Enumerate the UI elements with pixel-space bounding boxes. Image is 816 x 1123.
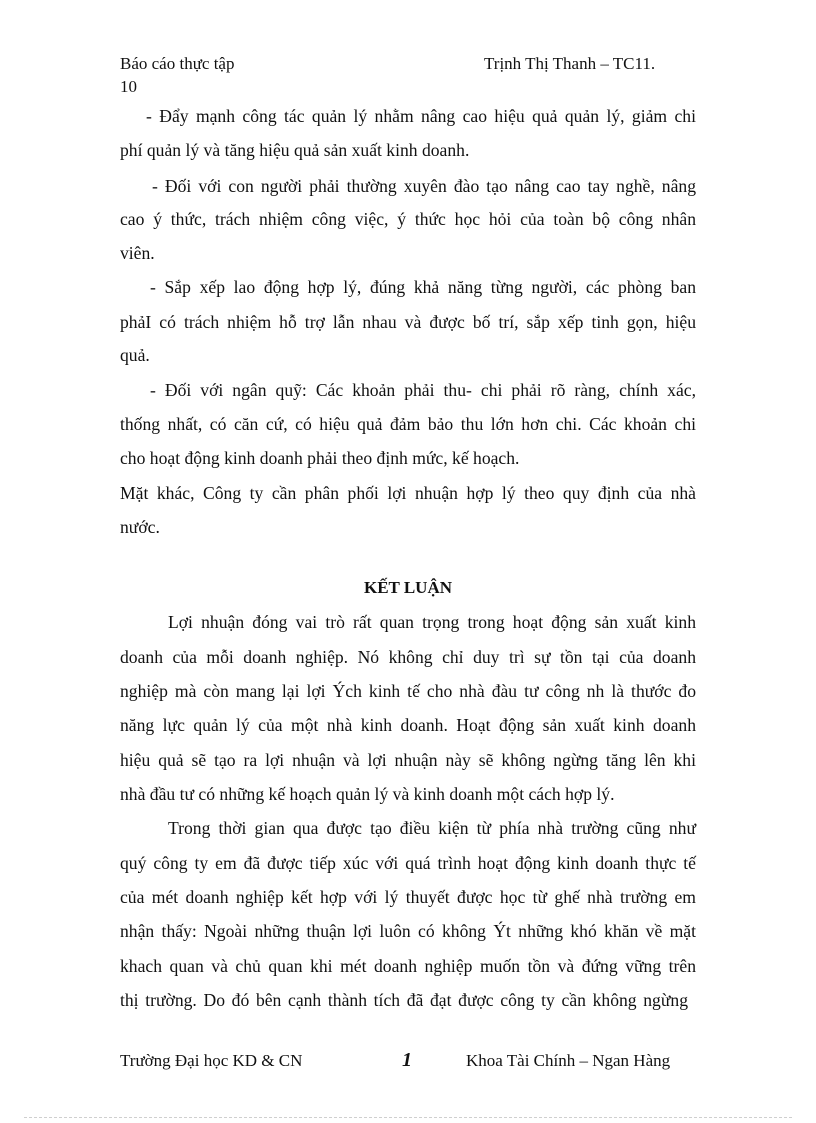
conclusion-line: thị trường. Do đó bên cạnh thành tích đã đạt được công ty cần không ngừng bbox=[120, 990, 688, 1010]
conclusion-line: nghiệp mà còn mang lại lợi Ých kinh tế cho nhà đàu tư công nh là thước đo bbox=[120, 681, 696, 701]
body-line: Mặt khác, Công ty cần phân phối lợi nhuận hợp lý theo quy định của nhà bbox=[120, 483, 696, 503]
body-line: - Sắp xếp lao động hợp lý, đúng khả năng từng người, các phòng ban bbox=[150, 277, 696, 297]
body-line: nước. bbox=[120, 517, 160, 537]
conclusion-line: năng lực quản lý của một nhà kinh doanh. Hoạt động sản xuất kinh doanh bbox=[120, 715, 696, 735]
footer-faculty: Khoa Tài Chính – Ngan Hàng bbox=[466, 1051, 671, 1070]
body-line: quả. bbox=[120, 345, 150, 365]
body-line: viên. bbox=[120, 243, 155, 263]
body-line: thống nhất, có căn cứ, có hiệu quả đảm bảo thu lớn hơn chi. Các khoản chi bbox=[120, 414, 696, 434]
body-line: cho hoạt động kinh doanh phải theo định mức, kế hoạch. bbox=[120, 448, 520, 468]
header-report-title: Báo cáo thực tập bbox=[120, 54, 235, 73]
body-line: phí quản lý và tăng hiệu quả sản xuất kinh doanh. bbox=[120, 140, 470, 160]
conclusion-line: Trong thời gian qua được tạo điều kiện từ phía nhà trường cũng như bbox=[168, 818, 696, 838]
footer-school: Trường Đại học KD & CN bbox=[120, 1051, 303, 1070]
body-line: phảI có trách nhiệm hỗ trợ lẫn nhau và được bố trí, sắp xếp tinh gọn, hiệu bbox=[120, 312, 696, 332]
header-author: Trịnh Thị Thanh – TC11. bbox=[484, 54, 656, 73]
conclusion-line: quý công ty em đã được tiếp xúc với quá trình hoạt động kinh doanh thực tế bbox=[120, 853, 696, 873]
conclusion-line: nhà đầu tư có những kế hoạch quản lý và kinh doanh một cách hợp lý. bbox=[120, 784, 615, 804]
body-line: cao ý thức, trách nhiệm công việc, ý thức học hỏi của toàn bộ công nhân bbox=[120, 209, 696, 229]
page-bottom-divider bbox=[24, 1117, 792, 1118]
conclusion-line: của mét doanh nghiệp kết hợp với lý thuyết được học từ ghế nhà trường em bbox=[120, 887, 696, 907]
header-page-ref: 10 bbox=[120, 77, 137, 96]
conclusion-line: nhận thấy: Ngoài những thuận lợi luôn có không Ýt những khó khăn về mặt bbox=[120, 921, 696, 941]
conclusion-line: khach quan và chủ quan khi mét doanh nghiệp muốn tồn và đứng vững trên bbox=[120, 956, 696, 976]
conclusion-line: Lợi nhuận đóng vai trò rất quan trọng trong hoạt động sản xuất kinh bbox=[168, 612, 696, 632]
conclusion-line: doanh của mỗi doanh nghiệp. Nó không chỉ duy trì sự tồn tại của doanh bbox=[120, 647, 696, 667]
footer-page-number: 1 bbox=[402, 1049, 412, 1071]
conclusion-line: hiệu quả sẽ tạo ra lợi nhuận và lợi nhuận này sẽ không ngừng tăng lên khi bbox=[120, 750, 696, 770]
body-line: - Đối với ngân quỹ: Các khoản phải thu- chi phải rõ ràng, chính xác, bbox=[150, 380, 696, 400]
body-line: - Đối với con người phải thường xuyên đào tạo nâng cao tay nghề, nâng bbox=[152, 176, 696, 196]
body-line: - Đẩy mạnh công tác quản lý nhằm nâng cao hiệu quả quản lý, giảm chi bbox=[146, 106, 696, 126]
section-title: KẾT LUẬN bbox=[363, 578, 452, 597]
